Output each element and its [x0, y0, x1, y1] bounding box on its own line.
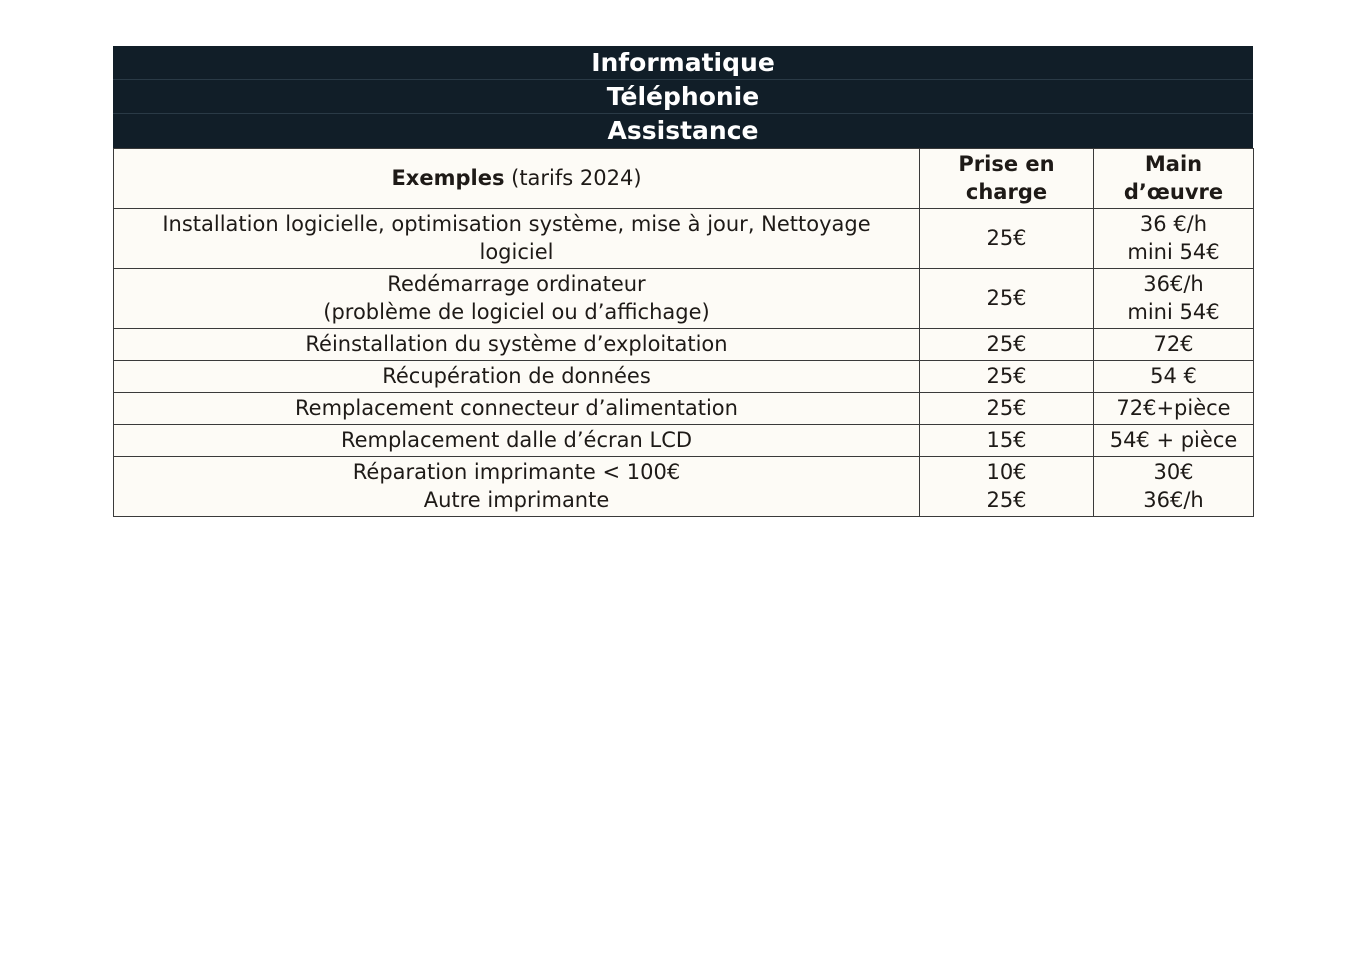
cell-line: Récupération de données — [382, 364, 651, 388]
examples-label: Exemples — [391, 166, 505, 190]
cell-main-oeuvre — [1094, 457, 1254, 517]
cell-prise-en-charge — [920, 329, 1094, 361]
cell-line: 25€ — [986, 226, 1027, 250]
cell-line: 25€ — [986, 488, 1027, 512]
banner-title: Informatique — [113, 46, 1253, 80]
cell-line: 72€+pièce — [1116, 396, 1231, 420]
cell-description — [114, 425, 920, 457]
cell-line: logiciel — [479, 240, 554, 264]
cell-prise-en-charge — [920, 361, 1094, 393]
banner-title: Assistance — [113, 114, 1253, 148]
cell-line: mini 54€ — [1127, 300, 1220, 324]
cell-line: 36€/h — [1143, 272, 1204, 296]
cell-line: 36 €/h — [1139, 212, 1208, 236]
cell-description — [114, 269, 920, 329]
table-row — [114, 361, 1254, 393]
cell-main-oeuvre — [1094, 329, 1254, 361]
cell-line: 10€ — [986, 460, 1027, 484]
cell-main-oeuvre — [1094, 425, 1254, 457]
cell-description — [114, 361, 920, 393]
column-header-examples — [114, 149, 920, 209]
cell-line: Redémarrage ordinateur — [387, 272, 646, 296]
header-line: charge — [965, 180, 1048, 204]
table-header-row — [114, 149, 1254, 209]
cell-prise-en-charge — [920, 269, 1094, 329]
table-row — [114, 329, 1254, 361]
cell-line: 54 € — [1150, 364, 1197, 388]
cell-description — [114, 457, 920, 517]
cell-line: Réparation imprimante < 100€ — [352, 460, 681, 484]
table-row — [114, 457, 1254, 517]
cell-line: Réinstallation du système d’exploitation — [305, 332, 728, 356]
cell-prise-en-charge — [920, 393, 1094, 425]
cell-description — [114, 329, 920, 361]
table-row — [114, 269, 1254, 329]
table-row — [114, 393, 1254, 425]
cell-prise-en-charge — [920, 425, 1094, 457]
table-body — [114, 209, 1254, 517]
cell-line: 36€/h — [1143, 488, 1204, 512]
cell-line: Remplacement connecteur d’alimentation — [295, 396, 738, 420]
cell-line: 72€ — [1153, 332, 1194, 356]
cell-line: Autre imprimante — [423, 488, 610, 512]
cell-line: 54€ + pièce — [1109, 428, 1238, 452]
cell-line: mini 54€ — [1127, 240, 1220, 264]
cell-main-oeuvre — [1094, 393, 1254, 425]
table-row — [114, 209, 1254, 269]
cell-description — [114, 393, 920, 425]
cell-line: Remplacement dalle d’écran LCD — [340, 428, 693, 452]
header-line: d’œuvre — [1123, 180, 1224, 204]
cell-line: (problème de logiciel ou d’affichage) — [323, 300, 710, 324]
cell-line: Installation logicielle, optimisation système, mise à jour, Nettoyage — [162, 212, 871, 236]
cell-prise-en-charge — [920, 209, 1094, 269]
examples-note: (tarifs 2024) — [504, 166, 642, 190]
price-sheet — [113, 46, 1253, 517]
header-line: Prise en — [958, 152, 1055, 176]
cell-main-oeuvre — [1094, 361, 1254, 393]
cell-line: 25€ — [986, 396, 1027, 420]
cell-line: 25€ — [986, 364, 1027, 388]
cell-prise-en-charge — [920, 457, 1094, 517]
cell-main-oeuvre — [1094, 209, 1254, 269]
banner-title: Téléphonie — [113, 80, 1253, 114]
cell-line: 25€ — [986, 286, 1027, 310]
cell-line: 15€ — [986, 428, 1027, 452]
cell-line: 30€ — [1153, 460, 1194, 484]
header-line: Main — [1144, 152, 1203, 176]
cell-description — [114, 209, 920, 269]
column-header-prise-en-charge — [920, 149, 1094, 209]
table-row — [114, 425, 1254, 457]
price-table — [113, 148, 1254, 517]
cell-line: 25€ — [986, 332, 1027, 356]
cell-main-oeuvre — [1094, 269, 1254, 329]
column-header-main-oeuvre — [1094, 149, 1254, 209]
